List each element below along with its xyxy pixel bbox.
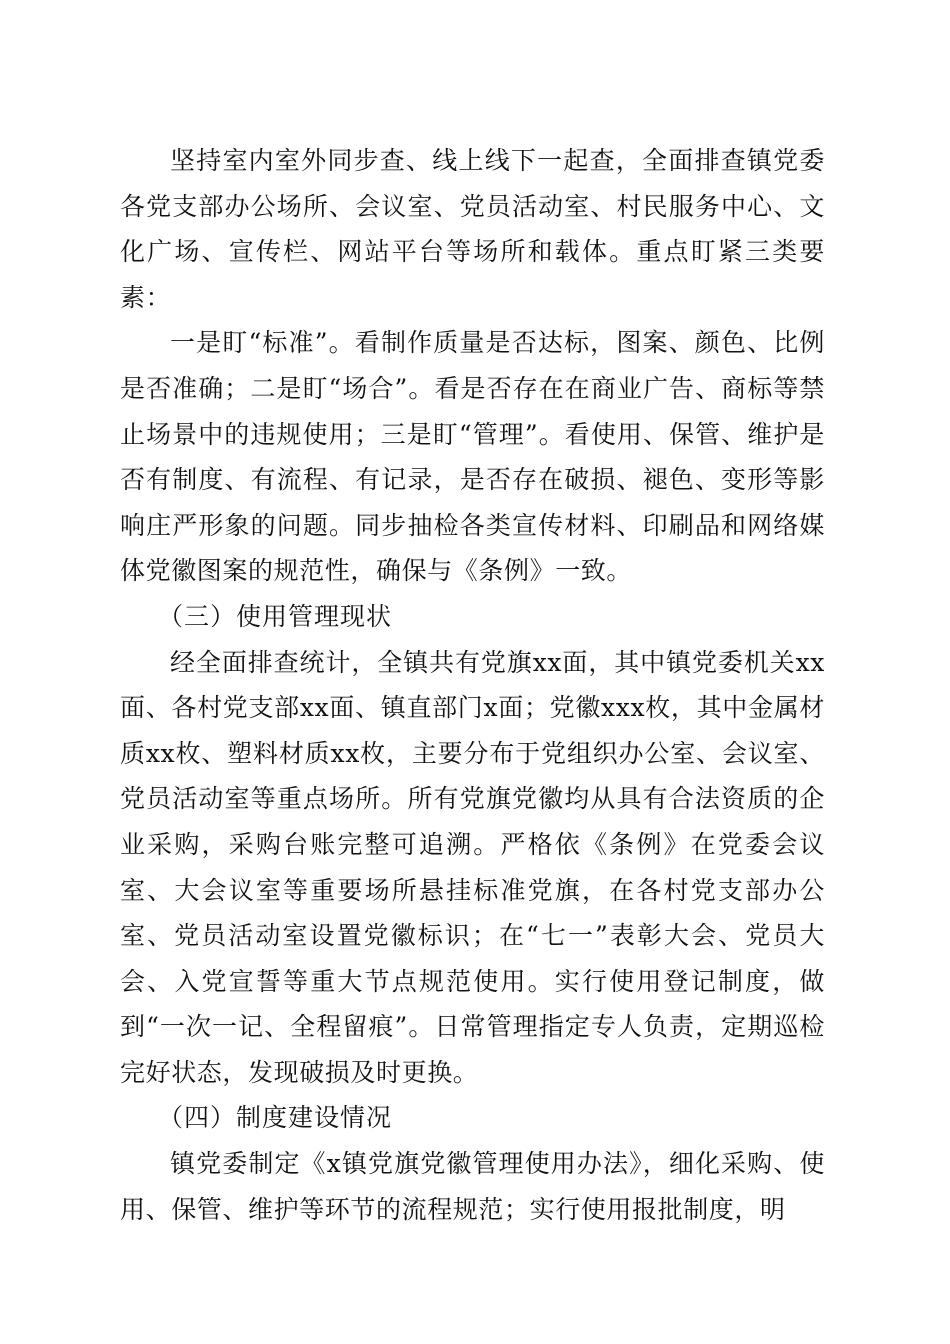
paragraph-inspection-scope: 坚持室内室外同步查、线上线下一起查，全面排查镇党委各党支部办公场所、会议室、党员活动室、村民服务中心、文化广场、宣传栏、网站平台等场所和载体。重点盯紧三类要素：: [120, 146, 825, 312]
heading-usage-status: （三）使用管理现状: [158, 601, 393, 631]
paragraph-three-elements: 一是盯“标准”。看制作质量是否达标，图案、颜色、比例是否准确；二是盯“场合”。看是否存在在商业广告、商标等禁止场景中的违规使用；三是盯“管理”。看使用、保管、维护是否有制度、有流程、有记录，是否存在破损、褪色、变形等影响庄严形象的问题。同步抽检各类宣传材料、印刷品和网络媒体党徽图案的规范性，确保与《条例》一致。: [120, 328, 825, 586]
paragraph-usage-status: 经全面排查统计，全镇共有党旗xx面，其中镇党委机关xx面、各村党支部xx面、镇直部门x面；党徽xxx枚，其中金属材质xx枚、塑料材质xx枚，主要分布于党组织办公室、会议室、党员活动室等重点场所。所有党旗党徽均从具有合法资质的企业采购，采购台账完整可追溯。严格依《条例》在党委会议室、大会议室等重要场所悬挂标准党旗，在各村党支部办公室、党员活动室设置党徽标识；在“七一”表彰大会、党员大会、入党宣誓等重大节点规范使用。实行使用登记制度，做到“一次一记、全程留痕”。日常管理指定专人负责，定期巡检完好状态，发现破损及时更换。: [120, 647, 825, 1087]
document-body: [120, 138, 825, 1232]
paragraph-system-building: 镇党委制定《x镇党旗党徽管理使用办法》，细化采购、使用、保管、维护等环节的流程规范；实行使用报批制度，明: [120, 1149, 825, 1224]
heading-system-building: （四）制度建设情况: [158, 1103, 393, 1133]
